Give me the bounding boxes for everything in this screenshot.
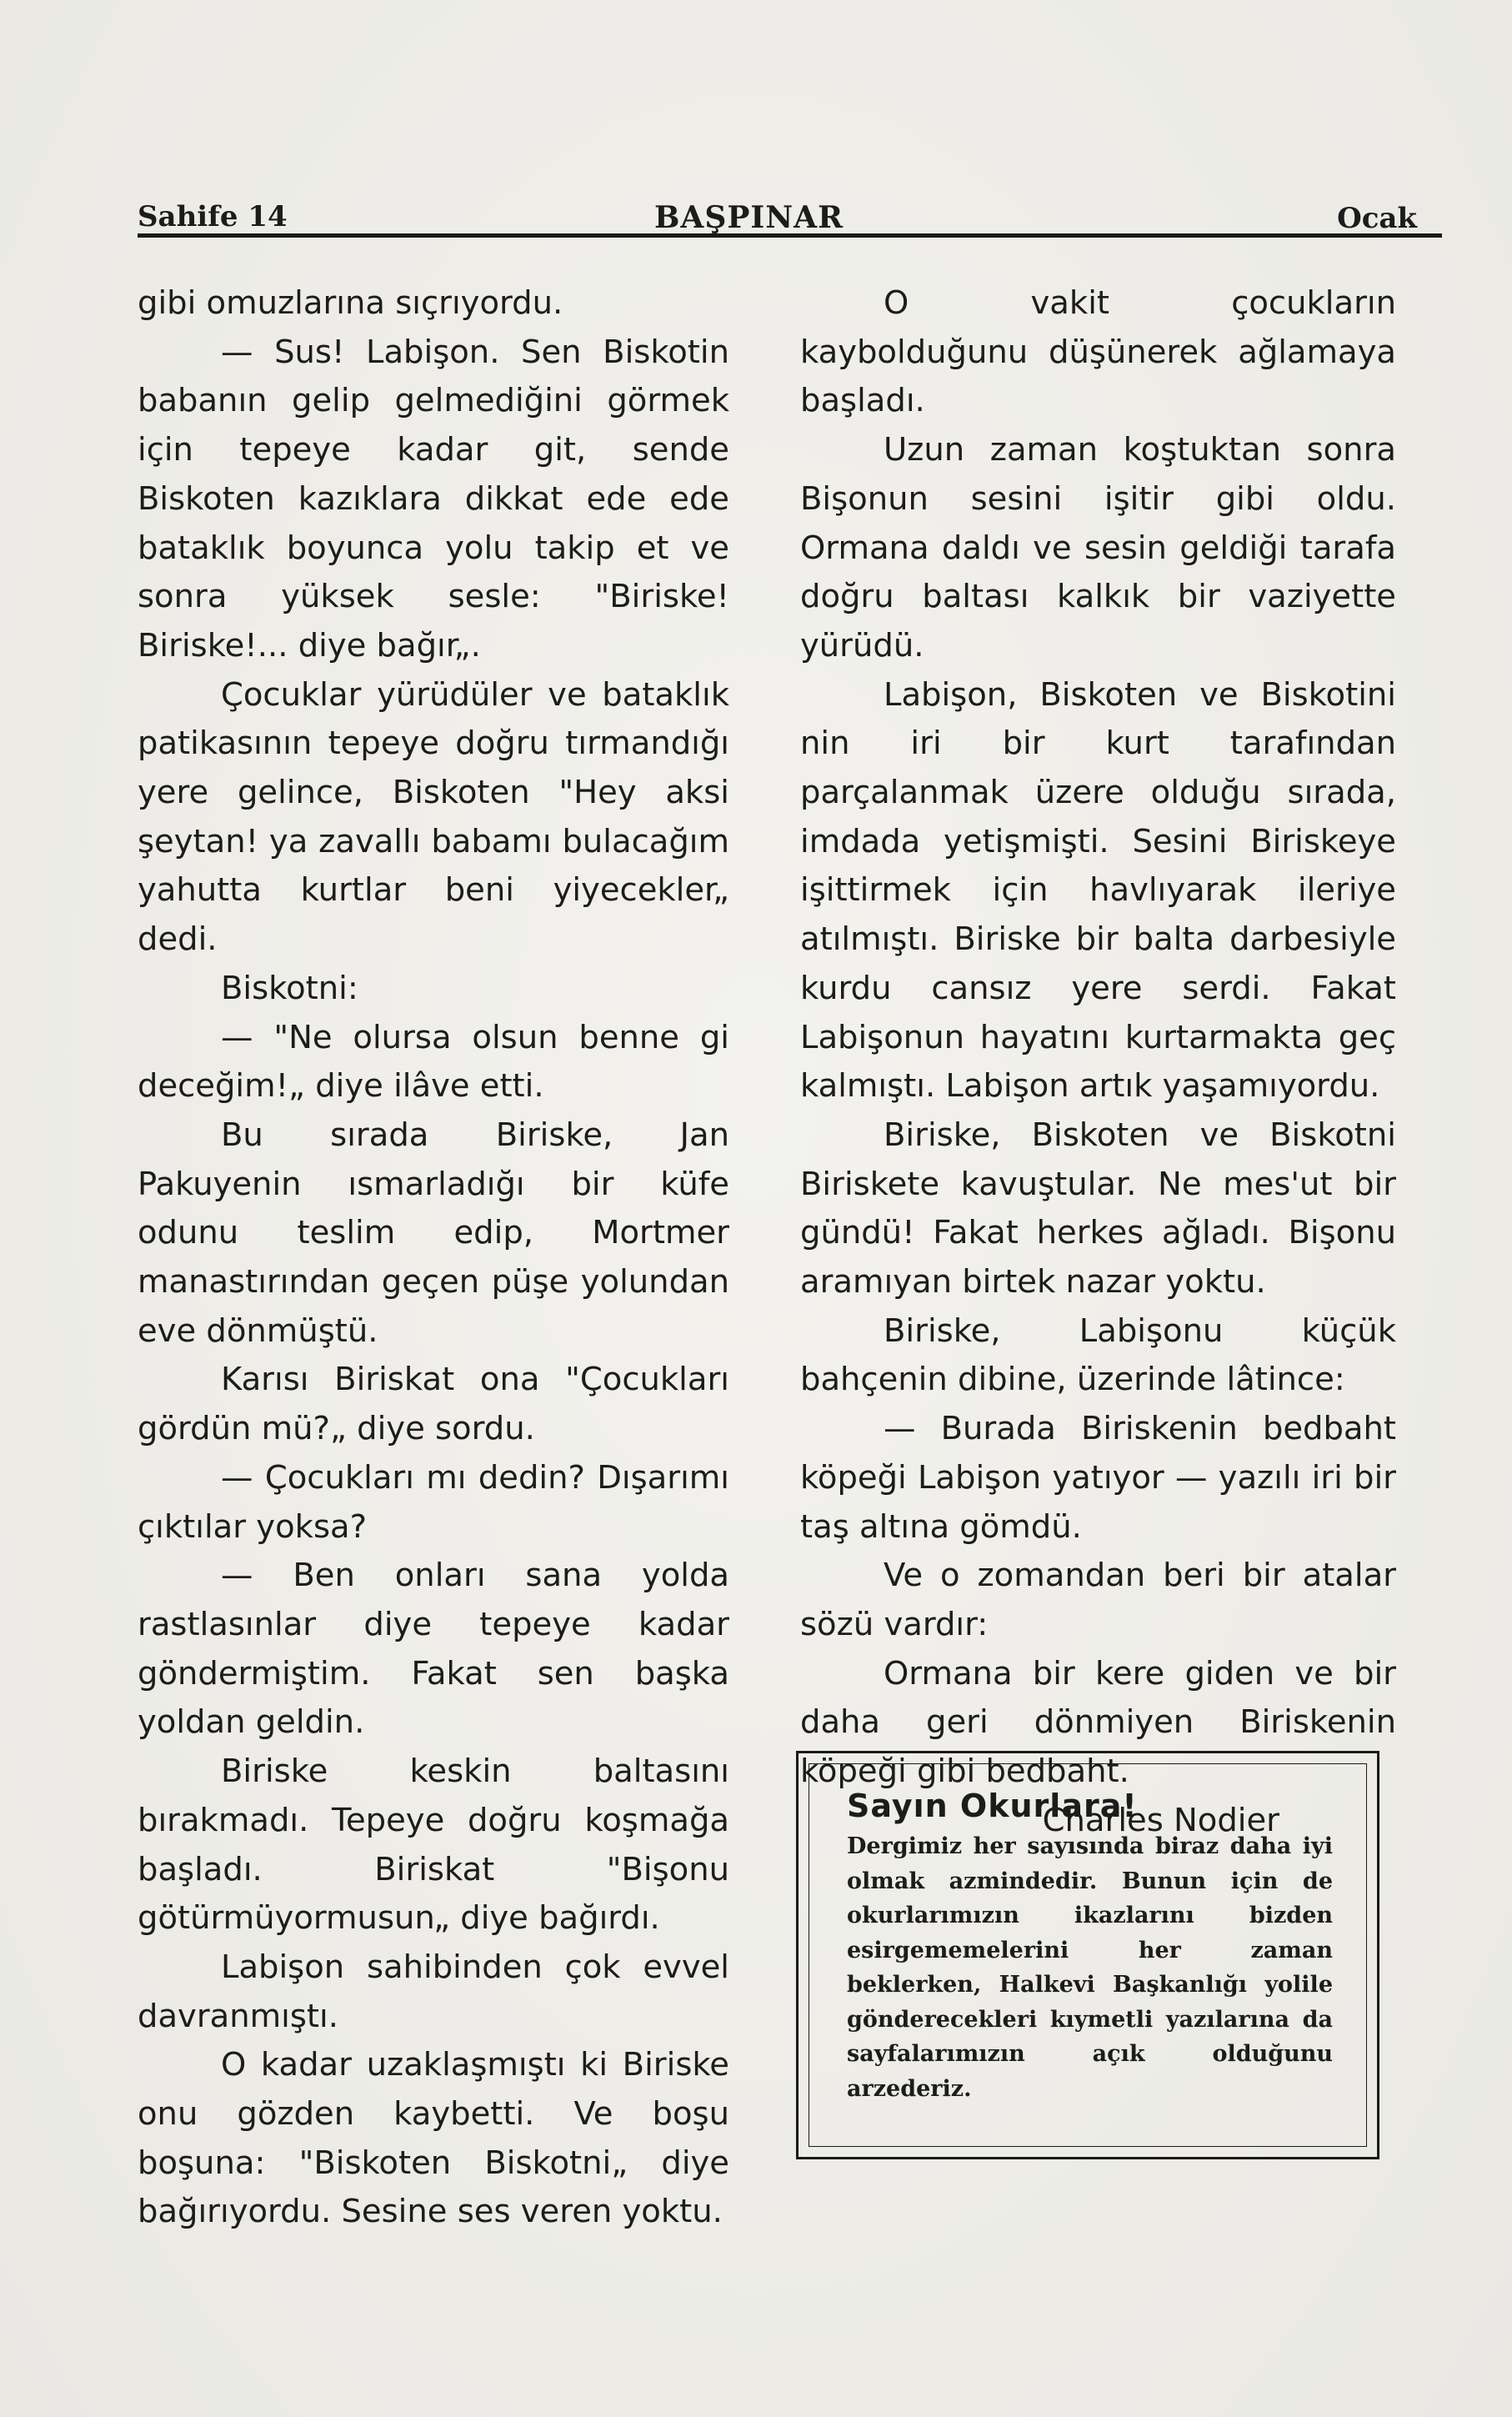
paragraph: Labişon sahibinden çok evvel davranmıştı.: [138, 1948, 729, 2035]
journal-title: BAŞPINAR: [654, 200, 844, 235]
page-header: [138, 190, 1442, 240]
paragraph: — Ben onları sana yolda rastlasınlar diye tepeye kadar göndermiştim. Fakat sen başka yoldan geldin.: [138, 1557, 729, 1742]
paragraph: Biskotni:: [221, 969, 358, 1007]
paragraph: Ormana bir kere giden ve bir daha geri dönmiyen Biriskenin köpeği gibi bedbaht.: [800, 1654, 1396, 1791]
left-column: [138, 279, 729, 2237]
paragraph: — Burada Biriskenin bedbaht köpeği Labişon yatıyor — yazılı iri bir taş altına gömdü.: [800, 1410, 1396, 1546]
paragraph: Uzun zaman koştuktan sonra Bişonun sesini işitir gibi oldu. Ormana daldı ve sesin geldiği tarafa doğru baltası kalkık bir vaziyette yürüdü.: [800, 431, 1396, 664]
page-number: Sahife 14: [138, 200, 288, 233]
paragraph: Çocuklar yürüdüler ve bataklık patikasının tepeye doğru tırmandığı yere gelince, Biskoten "Hey aksi şeytan! ya zavallı babamı bulacağım yahutta kurtlar beni yiyecekler„ dedi.: [138, 675, 729, 959]
issue-month: Ocak: [1337, 202, 1417, 235]
paragraph: Biriske keskin baltasını bırakmadı. Tepeye doğru koşmağa başladı. Biriskat "Bişonu götürmüyormusun„ diye bağırdı.: [138, 1753, 729, 1938]
paragraph: — "Ne olursa olsun benne gi deceğim!„ diye ilâve etti.: [138, 1018, 729, 1106]
paragraph: — Sus! Labişon. Sen Biskotin babanın gelip gelmediğini görmek için tepeye kadar git, sende Biskoten kazıklara dikkat ede ede bataklık boyunca yolu takip et ve sonra yüksek sesle: "Biriske! Biriske!... diye bağır„.: [138, 333, 729, 664]
paragraph: Bu sırada Biriske, Jan Pakuyenin ısmarladığı bir küfe odunu teslim edip, Mortmer manastırından geçen püşe yolundan eve dönmüştü.: [138, 1116, 729, 1350]
right-column: [800, 279, 1396, 1846]
paragraph: O vakit çocukların kaybolduğunu düşünerek ağlamaya başladı.: [800, 284, 1396, 420]
paragraph: gibi omuzlarına sıçrıyordu.: [138, 284, 563, 322]
author-signature: Charles Nodier: [1042, 1801, 1279, 1839]
paragraph: Labişon, Biskoten ve Biskotini nin iri bir kurt tarafından parçalanmak üzere olduğu sırada, imdada yetişmişti. Sesini Biriskeye işittirmek için havlıyarak ileriye atılmıştı. Biriske bir balta darbesiyle kurdu cansız yere serdi. Fakat Labişonun hayatını kurtarmakta geç kalmıştı. Labişon artık yaşamıyordu.: [800, 675, 1396, 1106]
paragraph: Biriske, Biskoten ve Biskotni Biriskete kavuştular. Ne mes'ut bir gündü! Fakat herkes ağladı. Bişonu aramıyan birtek nazar yoktu.: [800, 1116, 1396, 1301]
paragraph: Ve o zomandan beri bir atalar sözü vardır:: [800, 1557, 1396, 1643]
paragraph: Karısı Biriskat ona "Çocukları gördün mü?„ diye sordu.: [138, 1361, 729, 1448]
reader-notice-box: [796, 1751, 1379, 2159]
header-rule: [138, 233, 1442, 238]
notice-inner-frame: [809, 1763, 1367, 2147]
paragraph: Biriske, Labişonu küçük bahçenin dibine, üzerinde lâtince:: [800, 1311, 1396, 1399]
notice-title: Sayın Okurlara!: [847, 1788, 1138, 1824]
notice-body: Dergimiz her sayısında biraz daha iyi olmak azmindedir. Bunun için de okurlarımızın ikazlarını bizden esirgememelerini her zaman beklerken, Halkevi Başkanlığı yolile gönderecekleri kıymetli yazılarına da sayfalarımızın açık olduğunu arzederiz.: [847, 1833, 1333, 2102]
paragraph: — Çocukları mı dedin? Dışarımı çıktılar yoksa?: [138, 1458, 729, 1546]
paragraph: O kadar uzaklaşmıştı ki Biriske onu gözden kaybetti. Ve boşu boşuna: "Biskoten Biskotni„ diye bağırıyordu. Sesine ses veren yoktu.: [138, 2046, 729, 2231]
